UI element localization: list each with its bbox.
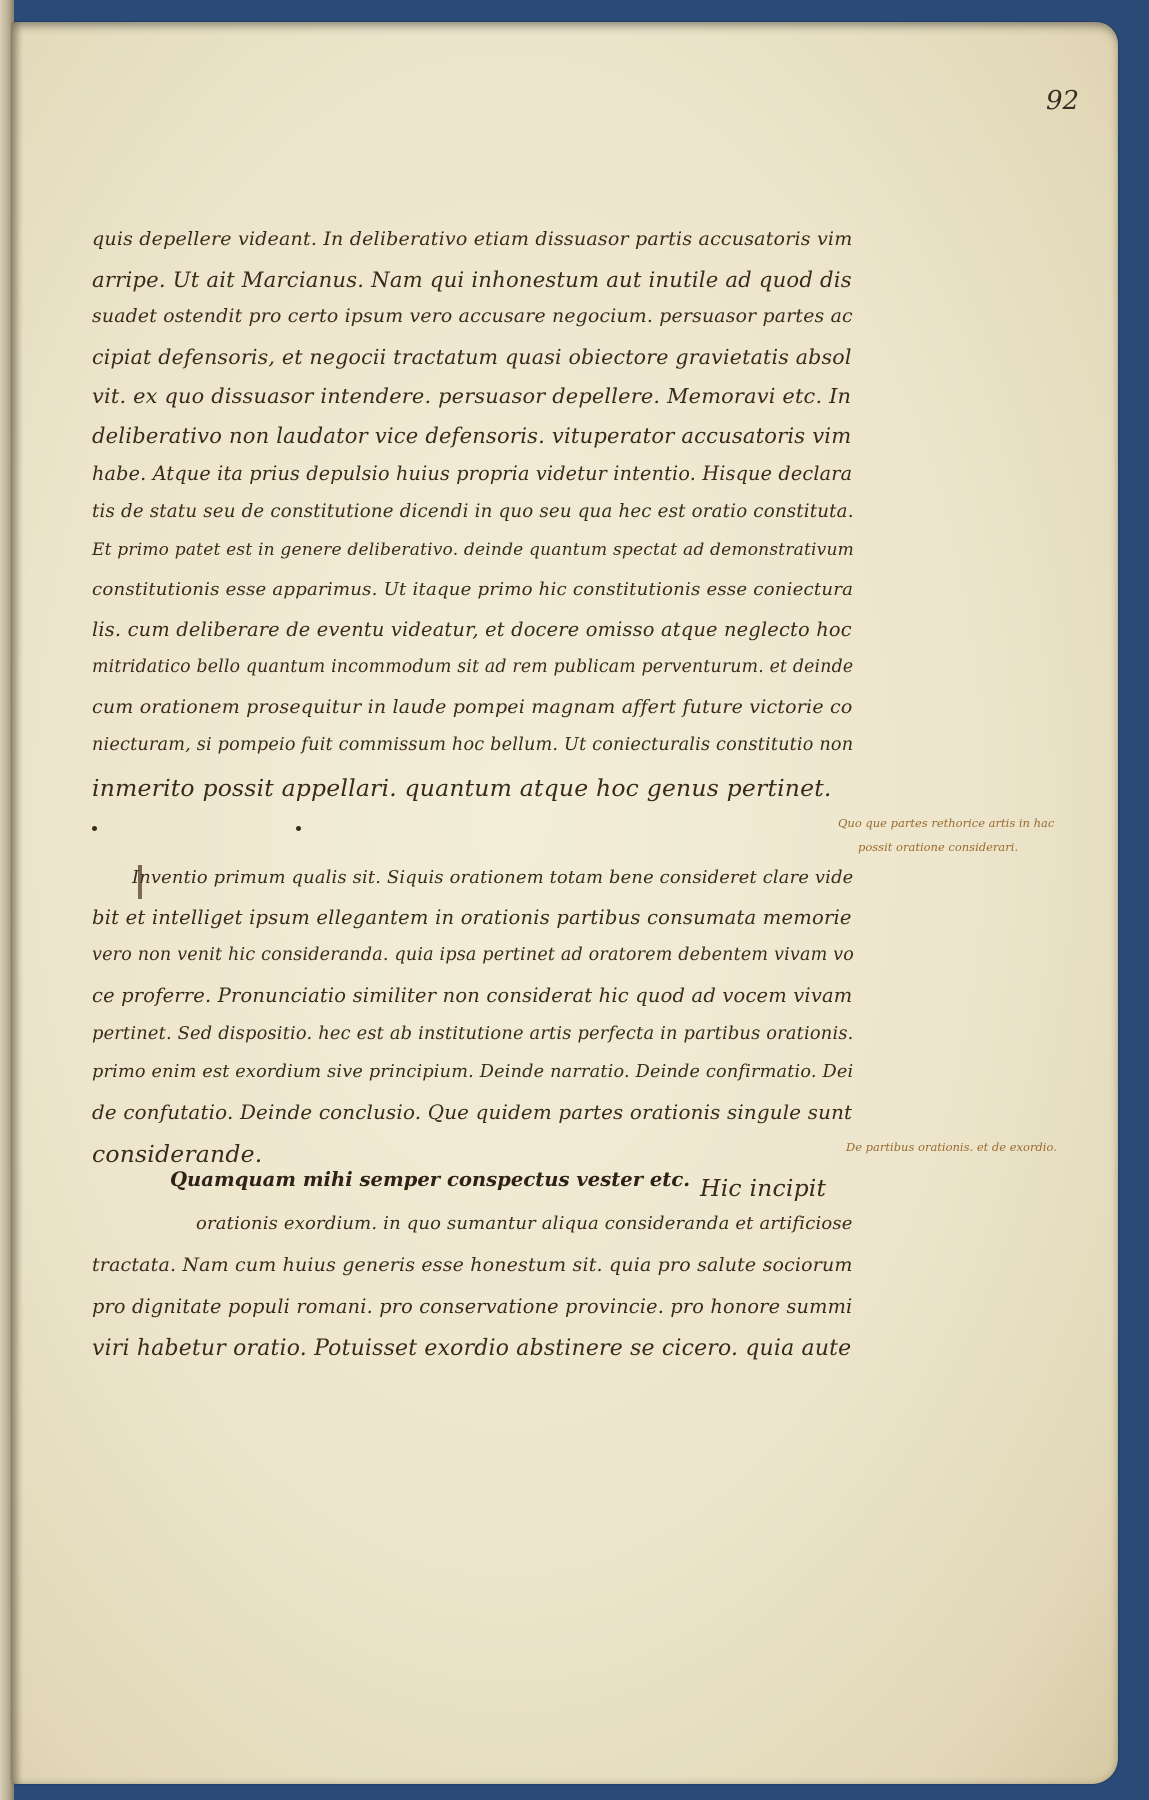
text-line: bit et intelliget ipsum ellegantem in orationis partibus consumata memorie <box>92 906 852 929</box>
text-line: quis depellere videant. In deliberativo etiam dissuasor partis accusatoris vim <box>92 228 853 250</box>
text-line: tis de statu seu de constitutione dicendi in quo seu qua hec est oratio constituta. <box>92 501 854 522</box>
text-line: pro dignitate populi romani. pro conservatione provincie. pro honore summi <box>92 1295 853 1318</box>
lemma-heading: Quamquam mihi semper conspectus vester etc. <box>170 1168 691 1191</box>
text-line: de confutatio. Deinde conclusio. Que quidem partes orationis singule sunt <box>92 1101 853 1124</box>
text-line: orationis exordium. in quo sumantur aliqua consideranda et artificiose <box>196 1213 853 1234</box>
text-line: primo enim est exordium sive principium. Deinde narratio. Deinde confirmatio. Dei <box>92 1062 854 1082</box>
text-line: ce proferre. Pronunciatio similiter non considerat hic quod ad vocem vivam <box>92 984 853 1007</box>
punctus-mark <box>92 826 97 831</box>
text-line: vero non venit hic consideranda. quia ipsa pertinet ad oratorem debentem vivam vo <box>92 945 854 965</box>
text-line: Hic incipit <box>700 1174 827 1202</box>
margin-note: De partibus orationis. et de exordio. <box>846 1140 1057 1154</box>
margin-note: Quo que partes rethorice artis in hac <box>838 816 1055 830</box>
text-line: vit. ex quo dissuasor intendere. persuasor depellere. Memoravi etc. In <box>92 384 852 408</box>
text-line: considerande. <box>92 1140 263 1168</box>
text-line: Et primo patet est in genere deliberativo. deinde quantum spectat ad demonstrativum <box>92 540 854 560</box>
text-line: cum orationem prosequitur in laude pompei magnam affert future victorie co <box>92 696 853 718</box>
text-line: lis. cum deliberare de eventu videatur, et docere omisso atque neglecto hoc <box>92 618 852 641</box>
text-line: habe. Atque ita prius depulsio huius propria videtur intentio. Hisque declara <box>92 462 853 485</box>
folio-number: 92 <box>1046 86 1080 116</box>
gutter-shadow <box>12 22 22 1784</box>
punctus-mark <box>296 826 301 831</box>
text-line: arripe. Ut ait Marcianus. Nam qui inhonestum aut inutile ad quod dis <box>92 267 852 292</box>
text-line: Inventio primum qualis sit. Siquis orationem totam bene consideret clare vide <box>132 867 854 888</box>
text-line: tractata. Nam cum huius generis esse honestum sit. quia pro salute sociorum <box>92 1254 853 1276</box>
text-line: pertinet. Sed dispositio. hec est ab institutione artis perfecta in partibus orationis. <box>92 1023 854 1044</box>
text-line: cipiat defensoris, et negocii tractatum quasi obiectore gravietatis absol <box>92 345 852 369</box>
text-line: viri habetur oratio. Potuisset exordio abstinere se cicero. quia aute <box>92 1336 852 1361</box>
text-line: inmerito possit appellari. quantum atque hoc genus pertinet. <box>92 774 832 802</box>
text-line: suadet ostendit pro certo ipsum vero accusare negocium. persuasor partes ac <box>92 306 853 327</box>
text-line: mitridatico bello quantum incommodum sit ad rem publicam perventurum. et deinde <box>92 657 854 677</box>
text-line: deliberativo non laudator vice defensoris. vituperator accusatoris vim <box>92 423 852 448</box>
text-line: niecturam, si pompeio fuit commissum hoc bellum. Ut coniecturalis constitutio non <box>92 735 854 755</box>
text-line: constitutionis esse apparimus. Ut itaque primo hic constitutionis esse coniectura <box>92 579 854 600</box>
margin-note: possit oratione considerari. <box>858 840 1019 854</box>
